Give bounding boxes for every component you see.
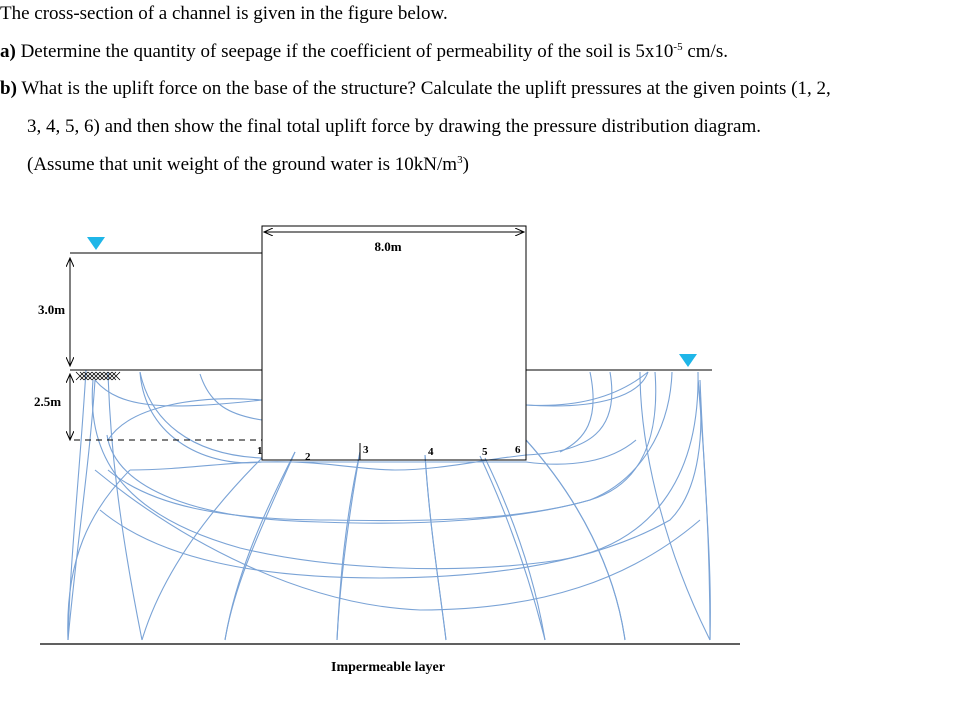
flow-line-1	[100, 300, 588, 370]
equipotential-i	[526, 440, 625, 640]
equipotential-line-4	[200, 374, 262, 456]
equipotential-line-8	[480, 456, 545, 640]
flow-line-b	[526, 372, 648, 405]
structure-body	[262, 226, 526, 460]
equipotential-line-2	[108, 372, 142, 640]
equipotential-line-5	[225, 452, 295, 640]
intro-text: The cross-section of a channel is given in the figure below.	[0, 3, 448, 24]
question-a-text: Determine the quantity of seepage if the coefficient of permeability of the soil is $5x10^{-5}$ cm/s.	[20, 41, 728, 62]
width-label: 8.0m	[374, 239, 402, 254]
equipotential-line-9	[526, 440, 625, 640]
equipotential-c	[68, 380, 95, 640]
equipotential-line-6	[337, 452, 360, 640]
point-label-1: 1	[257, 445, 263, 457]
point-label-6: 6	[515, 444, 521, 456]
downstream-water-level-icon	[679, 354, 697, 367]
upstream-head-label: 3.0m	[38, 302, 66, 317]
equipotential-g	[425, 455, 446, 640]
equipotential-l	[698, 380, 710, 640]
flow-line-e	[100, 380, 701, 578]
point-label-2: 2	[305, 451, 311, 463]
flow-line-7	[95, 470, 700, 610]
equipotential-b	[200, 374, 262, 420]
equipotential-e	[225, 452, 295, 640]
question-b-line1: What is the uplift force on the base of the structure? Calculate the uplift pressures at the given points (1, 2,	[21, 78, 831, 99]
equipotential-f	[337, 452, 360, 640]
upstream-water-level-icon	[87, 237, 105, 250]
equipotential-h	[485, 458, 545, 640]
flow-line-d	[108, 372, 672, 521]
equipotential-k	[640, 372, 710, 640]
question-b-line2: 3, 4, 5, 6) and then show the final total uplift force by drawing the pressure distribution diagram.	[27, 116, 761, 137]
question-a-marker: a)	[0, 41, 16, 62]
flow-lines	[68, 300, 711, 640]
equipotential-lines	[68, 370, 641, 640]
impermeable-layer-label: Impermeable layer	[331, 660, 445, 675]
flow-line-2	[140, 372, 612, 470]
equipotential-line-10	[590, 372, 641, 560]
equipotential-a	[140, 372, 262, 458]
soil-hatch-symbol	[76, 372, 120, 380]
flow-line-3	[107, 372, 656, 523]
flow-line-1	[95, 380, 262, 406]
point-label-4: 4	[428, 446, 434, 458]
flow-line-a	[108, 399, 262, 440]
question-b-marker: b)	[0, 78, 17, 99]
question-b-line3: (Assume that unit weight of the ground water is $10kN/m^3$)	[27, 154, 469, 175]
embedment-label: 2.5m	[34, 394, 62, 409]
flow-net	[68, 372, 710, 640]
flow-line-c	[130, 440, 636, 470]
point-label-3: 3	[363, 444, 369, 456]
point-label-5: 5	[482, 446, 488, 458]
